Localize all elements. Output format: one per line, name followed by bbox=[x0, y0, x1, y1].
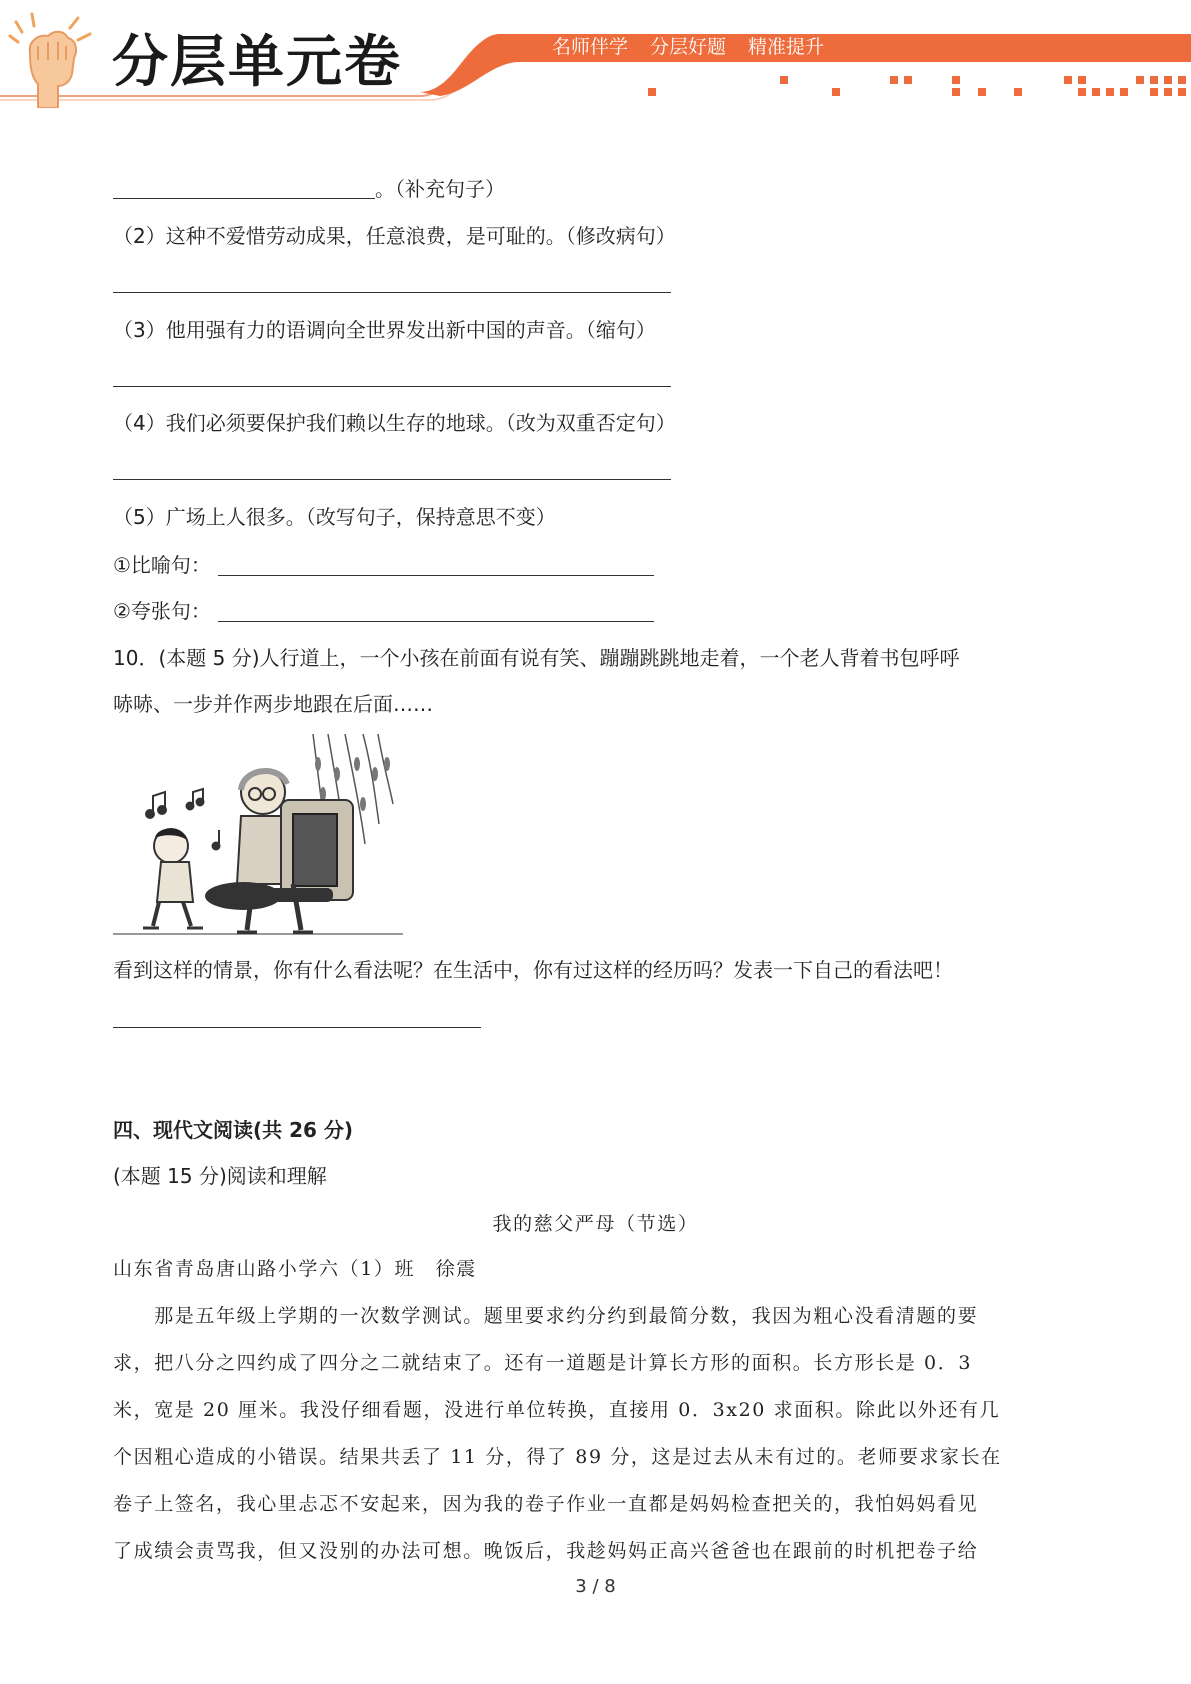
q9-5-metaphor-label: ①比喻句： bbox=[113, 553, 211, 577]
answer-blank-metaphor[interactable] bbox=[218, 575, 654, 576]
article-paragraph-line: 个因粗心造成的小错误。结果共丢了 11 分，得了 89 分，这是过去从未有过的。老师要求家长在 bbox=[113, 1446, 1002, 1468]
q9-4-text: （4）我们必须要保护我们赖以生存的地球。（改为双重否定句） bbox=[113, 411, 676, 435]
q10-prompt: 看到这样的情景，你有什么看法呢？在生活中，你有过这样的经历吗？发表一下自己的看法吧！ bbox=[113, 958, 953, 982]
q9-1-suffix: 。（补充句子） bbox=[375, 177, 505, 201]
article-title: 我的慈父严母（节选） bbox=[492, 1213, 699, 1235]
section-4-subheading: (本题 15 分)阅读和理解 bbox=[113, 1164, 327, 1188]
q9-3-text: （3）他用强有力的语调向全世界发出新中国的声音。（缩句） bbox=[113, 318, 656, 342]
raised-fist-icon bbox=[8, 12, 96, 108]
article-paragraph-line: 卷子上签名，我心里忐忑不安起来，因为我的卷子作业一直都是妈妈检查把关的，我怕妈妈看见 bbox=[113, 1493, 979, 1515]
brand-title: 分层单元卷 bbox=[112, 30, 402, 95]
header-slogans bbox=[552, 32, 824, 59]
answer-blank-hyperbole[interactable] bbox=[218, 621, 654, 622]
article-paragraph-line: 米，宽是 20 厘米。我没仔细看题，没进行单位转换，直接用 0．3x20 求面积。除此以外还有几 bbox=[113, 1399, 1001, 1421]
article-paragraph-line: 那是五年级上学期的一次数学测试。题里要求约分约到最简分数，我因为粗心没看清题的要 bbox=[113, 1305, 979, 1327]
article-paragraph-line: 求，把八分之四约成了四分之二就结束了。还有一道题是计算长方形的面积。长方形长是 0．3 bbox=[113, 1352, 973, 1374]
answer-blank-9-4[interactable] bbox=[113, 479, 671, 480]
slogan-1: 名师伴学 bbox=[552, 36, 629, 58]
answer-blank-9-2[interactable] bbox=[113, 292, 671, 293]
page-header bbox=[0, 0, 1191, 110]
article-paragraph-line: 了成绩会责骂我，但又没别的办法可想。晚饭后，我趁妈妈正高兴爸爸也在跟前的时机把卷子给 bbox=[113, 1540, 979, 1562]
q10-text-line1: 10．(本题 5 分)人行道上，一个小孩在前面有说有笑、蹦蹦跳跳地走着，一个老人背着书包呼呼 bbox=[113, 646, 960, 670]
answer-blank-10[interactable] bbox=[113, 1027, 481, 1028]
q9-2-text: （2）这种不爱惜劳动成果，任意浪费，是可耻的。（修改病句） bbox=[113, 224, 676, 248]
answer-blank-9-3[interactable] bbox=[113, 386, 671, 387]
slogan-3: 精准提升 bbox=[748, 36, 825, 58]
section-4-heading: 四、现代文阅读(共 26 分) bbox=[113, 1118, 354, 1142]
article-author: 山东省青岛唐山路小学六（1）班 徐震 bbox=[113, 1258, 477, 1280]
q9-5-hyperbole-label: ②夸张句： bbox=[113, 599, 211, 623]
q9-5-text: （5）广场上人很多。（改写句子，保持意思不变） bbox=[113, 505, 556, 529]
slogan-2: 分层好题 bbox=[650, 36, 727, 58]
page-number: 3 / 8 bbox=[575, 1576, 616, 1597]
q10-text-line2: 哧哧、一步并作两步地跟在后面…… bbox=[113, 692, 433, 716]
illustration-child-and-grandpa bbox=[113, 734, 403, 940]
answer-blank-9-1[interactable] bbox=[113, 198, 375, 199]
